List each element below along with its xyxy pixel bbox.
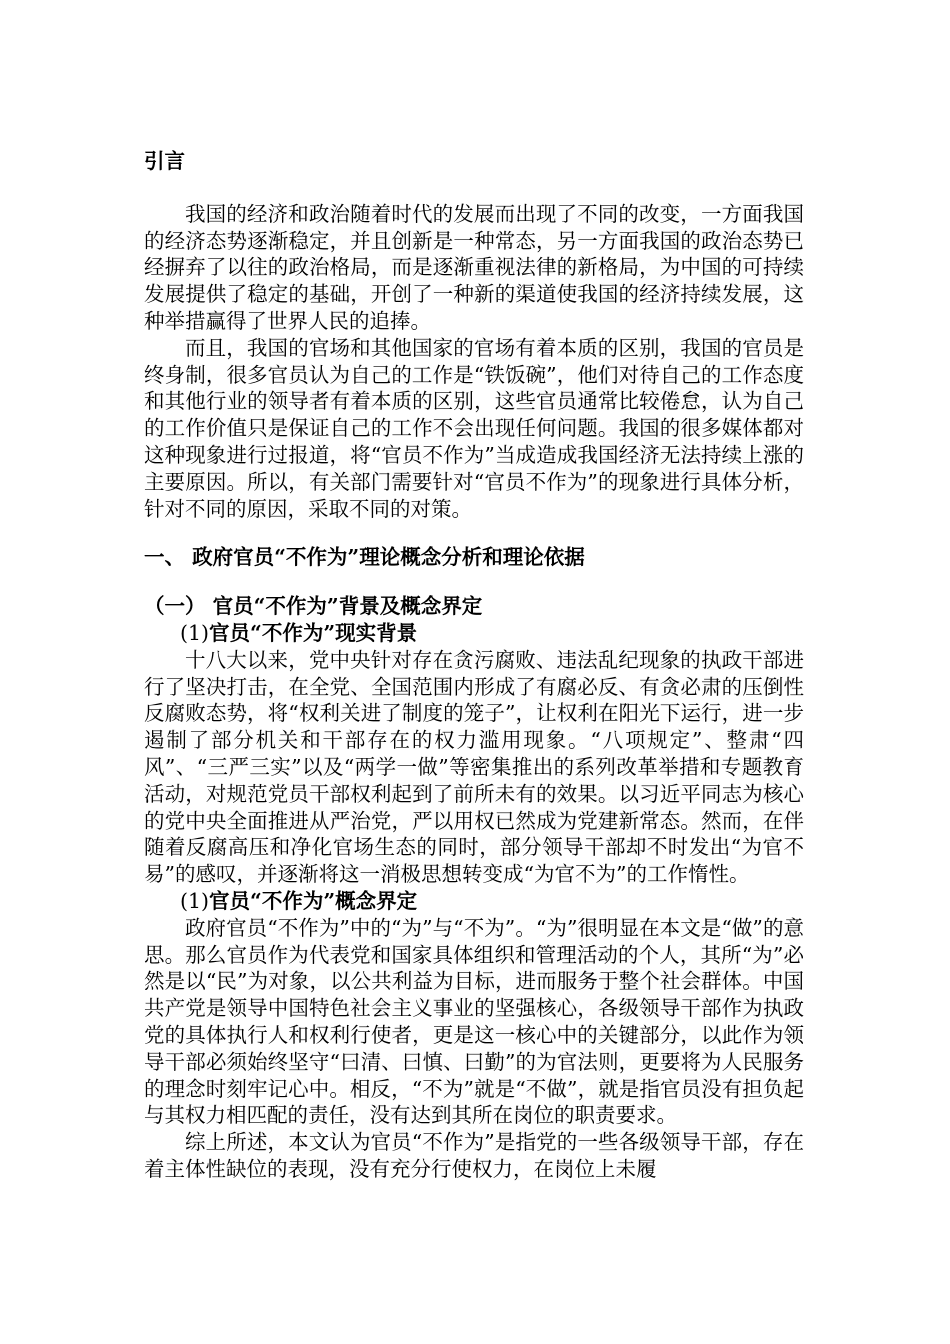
item-2-title: 官员“不作为”概念界定: [209, 888, 418, 913]
intro-paragraph-2: 而且，我国的官场和其他国家的官场有着本质的区别，我国的官员是终身制，很多官员认为自己的工作是“铁饭碗”，他们对待自己的工作态度和其他行业的领导者有着本质的区别，这些官员通常比较倦怠，认为自己的工作价值只是保证自己的工作不会出现任何问题。我国的很多媒体都对这种现象进行过报道，将“官员不作为”当成造成我国经济无法持续上涨的主要原因。所以，有关部门需要针对“官员不作为”的现象进行具体分析，针对不同的原因，采取不同的对策。: [144, 335, 804, 521]
item-2-paragraph-1: 政府官员“不作为”中的“为”与“不为”。“为”很明显在本文是“做”的意思。那么官员作为代表党和国家具体组织和管理活动的个人，其所“为”必然是以“民”为对象，以公共利益为目标，进而服务于整个社会群体。中国共产党是领导中国特色社会主义事业的坚强核心，各级领导干部作为执政党的具体执行人和权利行使者，更是这一核心中的关键部分，以此作为领导干部必须始终坚守“曰清、曰慎、曰勤”的为官法则，更要将为人民服务的理念时刻牢记心中。相反，“不为”就是“不做”，就是指官员没有担负起与其权力相匹配的责任，没有达到其所在岗位的职责要求。: [144, 915, 804, 1128]
item-1-title: 官员“不作为”现实背景: [209, 620, 418, 645]
intro-paragraph-1: 我国的经济和政治随着时代的发展而出现了不同的改变，一方面我国的经济态势逐渐稳定，并且创新是一种常态，另一方面我国的政治态势已经摒弃了以往的政治格局，而是逐渐重视法律的新格局，为中国的可持续发展提供了稳定的基础，开创了一种新的渠道使我国的经济持续发展，这种举措赢得了世界人民的追捧。: [144, 201, 804, 333]
intro-heading: 引言: [144, 149, 185, 173]
document-page: [144, 140, 804, 1183]
item-1-paragraph-1: 十八大以来，党中央针对存在贪污腐败、违法乱纪现象的执政干部进行了坚决打击，在全党、全国范围内形成了有腐必反、有贪必肃的压倒性反腐败态势，将“权利关进了制度的笼子”，让权利在阳光下运行，进一步遏制了部分机关和干部存在的权力滥用现象。“八项规定”、整肃“四风”、“三严三实”以及“两学一做”等密集推出的系列改革举措和专题教育活动，对规范党员干部权利起到了前所未有的效果。以习近平同志为核心的党中央全面推进从严治党，严以用权已然成为党建新常态。然而，在伴随着反腐高压和净化官场生态的同时，部分领导干部却不时发出“为官不易”的感叹，并逐渐将这一消极思想转变成“为官不为”的工作惰性。: [144, 647, 804, 887]
item-1-number: (1): [180, 620, 210, 645]
subsection-1-heading: （一） 官员“不作为”背景及概念界定: [144, 594, 483, 619]
section-1-heading: 一、 政府官员“不作为”理论概念分析和理论依据: [144, 545, 585, 570]
item-2-paragraph-2: 综上所述，本文认为官员“不作为”是指党的一些各级领导干部，存在着主体性缺位的表现，没有充分行使权力，在岗位上未履: [144, 1130, 804, 1181]
item-2-heading: [144, 888, 804, 915]
item-1-heading: [144, 620, 804, 647]
item-2-number: (1): [180, 888, 210, 913]
